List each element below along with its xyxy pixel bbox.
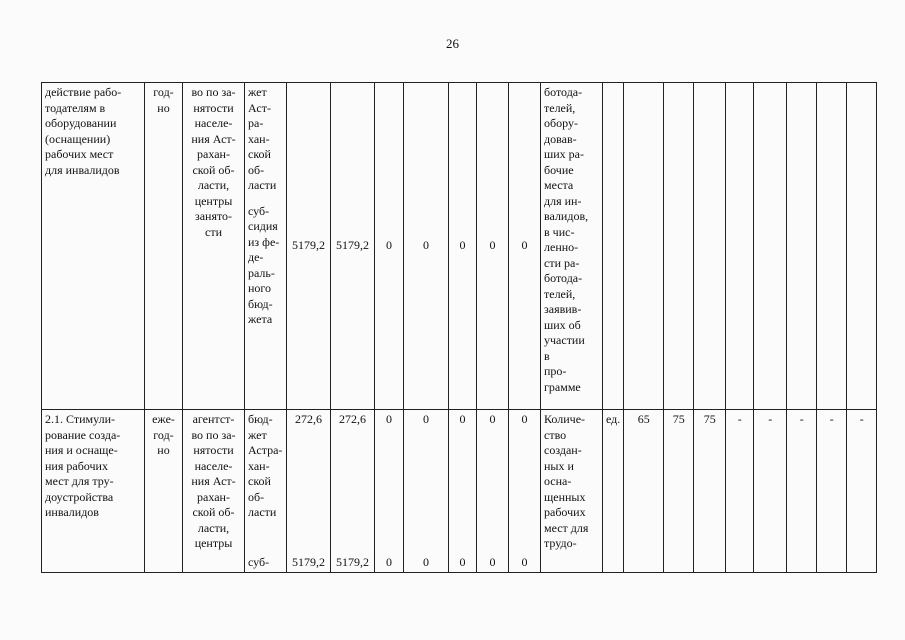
measure-name-cell: действие рабо- тодателям в оборудовании (оснащении) рабочих мест для инвалидов [42,83,145,410]
funding-source-top: бюд- жет Астра- хан- ской об- ласти [248,412,283,519]
value-cell [477,410,509,573]
indicator-cell: Количе- ство создан- ных и осна- щенных рабочих мест для трудо- [541,410,603,573]
value-top: 0 [423,412,429,426]
target-cell: 75 [694,410,726,573]
target-cell: 65 [624,410,664,573]
target-cell [694,83,726,410]
table-row [42,83,877,410]
target-cell [664,83,694,410]
target-cell [847,83,877,410]
target-cell: - [726,410,754,573]
value-cell [509,410,541,573]
value-bottom: 5179,2 [292,554,325,569]
value-bottom: 0 [521,554,528,569]
period-cell: год- но [145,83,183,410]
funding-source-bottom: суб- сидия из фе- де- раль- ного бюд- жета [248,203,280,326]
executor-cell: во по за- нятости населе- ния Аст- рахан- ской об- ласти, центры занято- сти [183,83,245,410]
value-top: 0 [386,412,392,426]
value-bottom: 5179,2 [336,554,369,569]
program-table [41,82,877,573]
value-cell: 0 [375,83,404,410]
value-cell [404,410,449,573]
funding-source-top: жет Аст- ра- хан- ской об- ласти [248,85,277,192]
value-cell: 5179,2 [287,83,331,410]
table-row [42,410,877,573]
measure-name-cell: 2.1. Стимули- рование созда- ния и оснаще- ния рабочих мест для тру- доустройства инвалидов [42,410,145,573]
value-bottom: 0 [459,554,466,569]
value-cell: 0 [449,83,477,410]
value-cell [331,410,375,573]
value-top: 0 [459,412,466,426]
target-cell: - [847,410,877,573]
value-bottom: 0 [386,554,392,569]
target-cell: - [754,410,787,573]
funding-source-cell [245,410,287,573]
target-cell [817,83,847,410]
value-bottom: 0 [423,554,429,569]
value-cell: 0 [509,83,541,410]
funding-source-cell [245,83,287,410]
executor-cell: агентст- во по за- нятости населе- ния Аст- рахан- ской об- ласти, центры [183,410,245,573]
period-cell: еже- год- но [145,410,183,573]
target-cell [624,83,664,410]
target-cell [787,83,817,410]
target-cell: - [787,410,817,573]
unit-cell: ед. [603,410,624,573]
value-top: 0 [489,412,496,426]
value-top: 272,6 [339,412,366,426]
value-cell: 0 [404,83,449,410]
value-bottom: 0 [489,554,496,569]
target-cell [726,83,754,410]
page-number: 26 [446,36,459,51]
target-cell [754,83,787,410]
value-cell: 5179,2 [331,83,375,410]
value-top: 0 [521,412,528,426]
value-cell [375,410,404,573]
value-top: 272,6 [295,412,322,426]
target-cell: 75 [664,410,694,573]
value-cell [287,410,331,573]
value-cell [449,410,477,573]
unit-cell [603,83,624,410]
funding-source-bottom: суб- [248,554,270,569]
indicator-cell: ботода- телей, обору- довав- ших ра- бочие места для ин- валидов, в чис- ленно- сти ра- ботода- телей, заявив- ших об участии в про- грамме [541,83,603,410]
value-cell: 0 [477,83,509,410]
target-cell: - [817,410,847,573]
